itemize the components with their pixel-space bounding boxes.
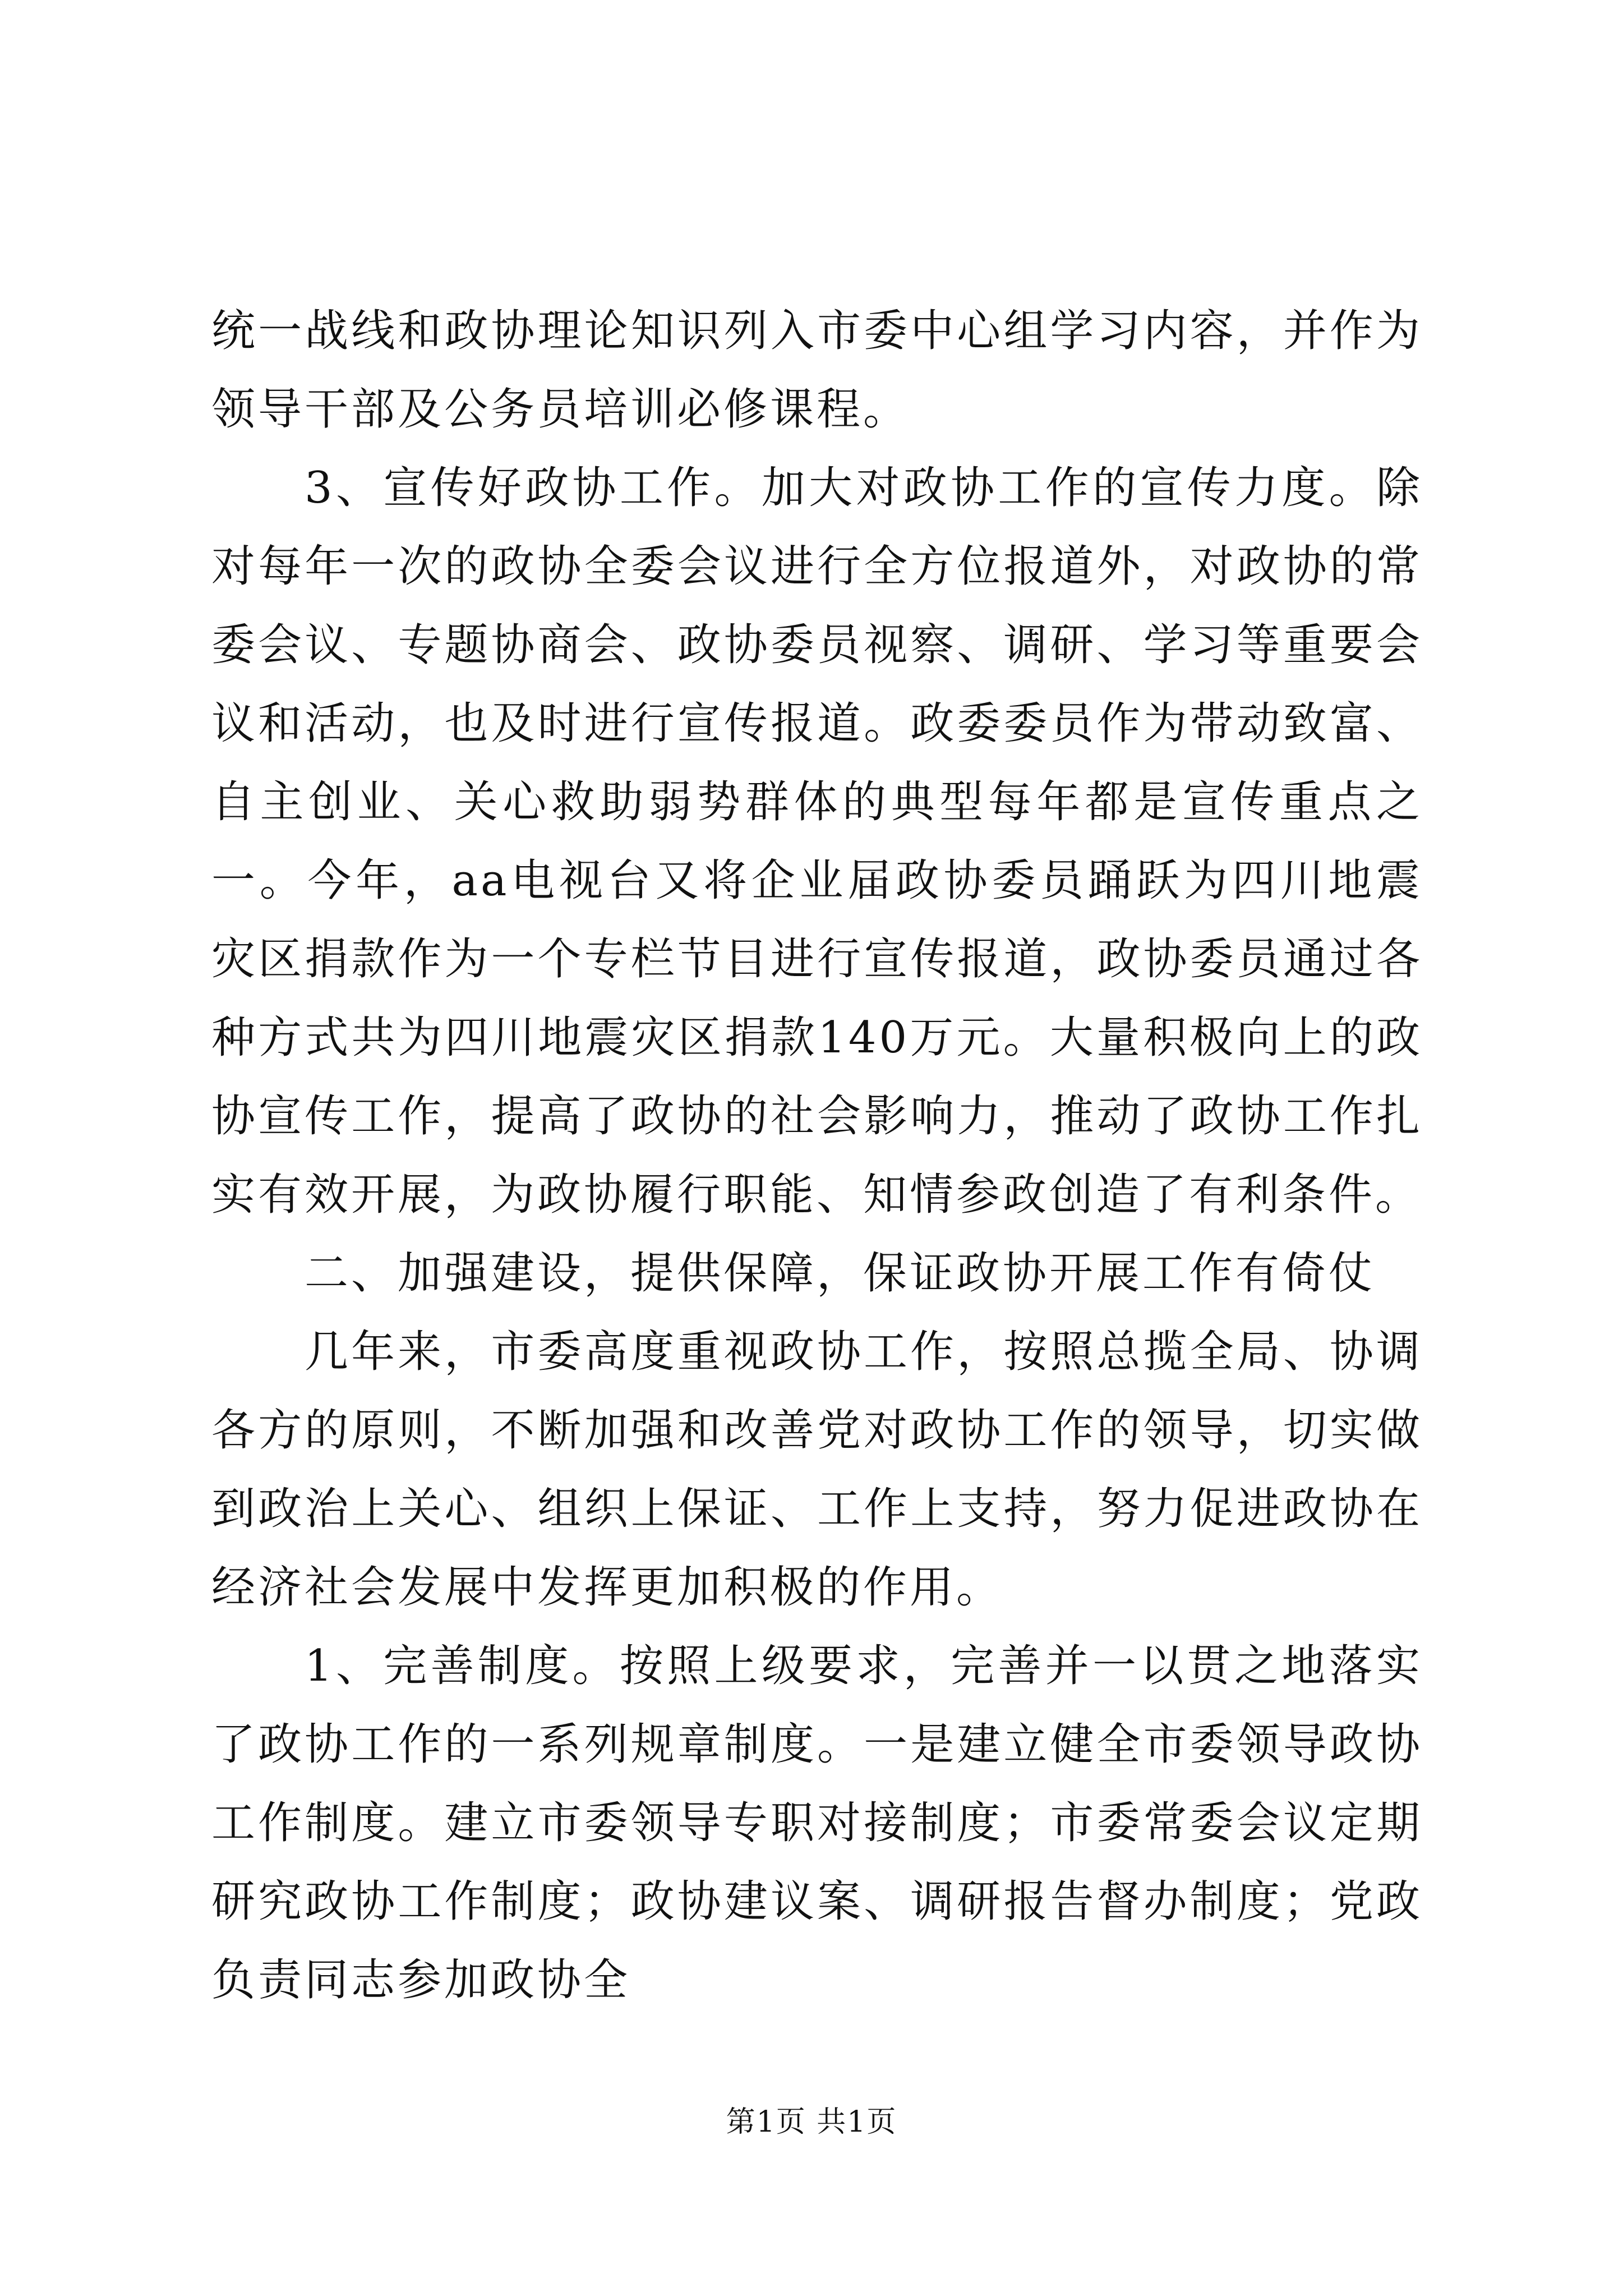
paragraph-continuation: 统一战线和政协理论知识列入市委中心组学习内容，并作为领导干部及公务员培训必修课程。 [211,306,1423,435]
section-heading: 二、加强建设，提供保障，保证政协开展工作有倚仗 [305,1248,1376,1299]
page-footer: 第1页 共1页 [726,2105,897,2139]
paragraph-leadership: 几年来，市委高度重视政协工作，按照总揽全局、协调各方的原则，不断加强和改善党对政协工作的领导，切实做到政治上关心、组织上保证、工作上支持，努力促进政协在经济社会发展中发挥更加积极的作用。 [211,1327,1423,1613]
paragraph-publicity: 3、宣传好政协工作。加大对政协工作的宣传力度。除对每年一次的政协全委会议进行全方位报道外，对政协的常委会议、专题协商会、政协委员视察、调研、学习等重要会议和活动，也及时进行宣传报道。政委委员作为带动致富、自主创业、关心救助弱势群体的典型每年都是宣传重点之一。今年，aa电视台又将企业届政协委员踊跃为四川地震灾区捐款作为一个专栏节目进行宣传报道，政协委员通过各种方式共为四川地震灾区捐款140万元。大量积极向上的政协宣传工作，提高了政协的社会影响力，推动了政协工作扎实有效开展，为政协履行职能、知情参政创造了有利条件。 [211,463,1423,1220]
paragraph-system: 1、完善制度。按照上级要求，完善并一以贯之地落实了政协工作的一系列规章制度。一是建立健全市委领导政协工作制度。建立市委领导专职对接制度；市委常委会议定期研究政协工作制度；政协建议案、调研报告督办制度；党政负责同志参加政协全 [211,1641,1423,2005]
document-body [211,292,1423,2019]
